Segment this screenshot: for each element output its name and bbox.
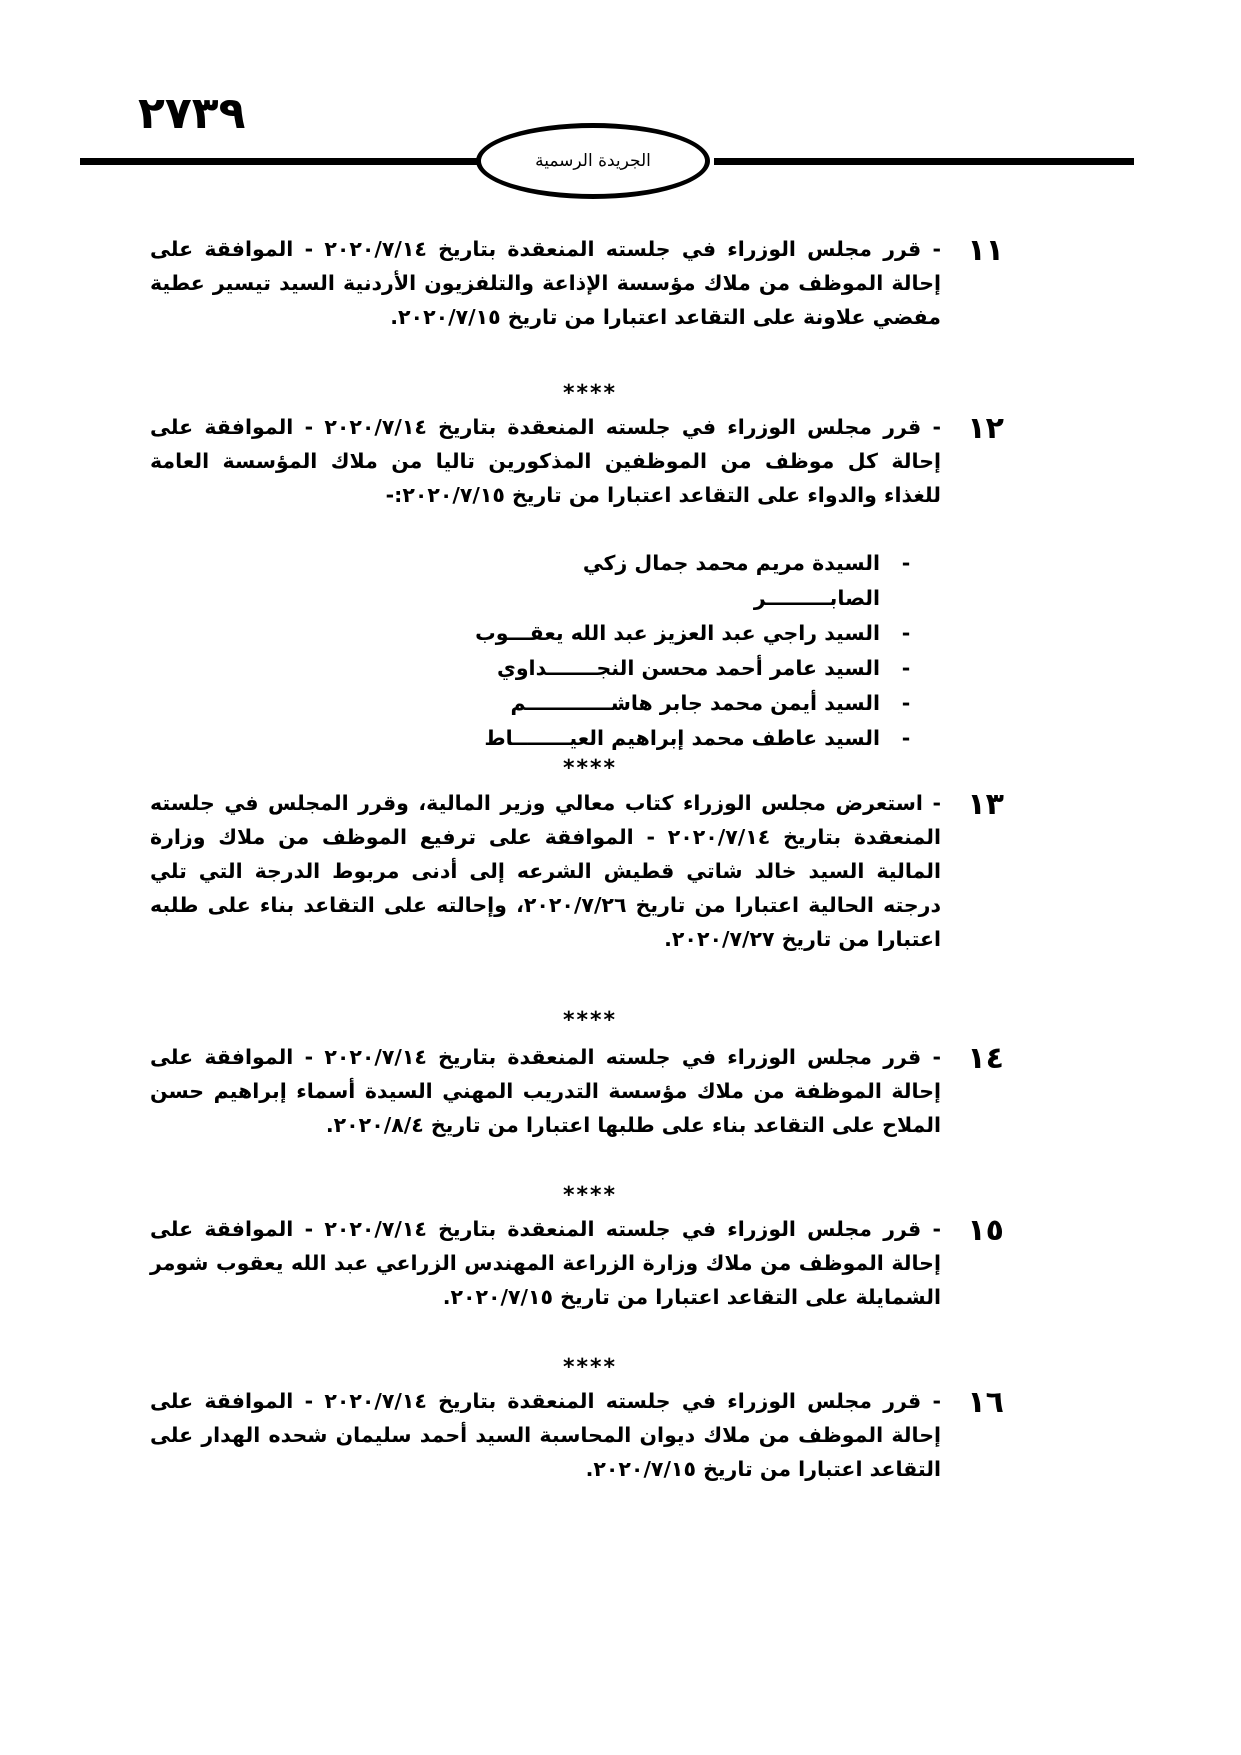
retirees-list (450, 546, 932, 756)
page-number: ٢٧٣٩ (138, 88, 246, 139)
item-text: - قرر مجلس الوزراء في جلسته المنعقدة بتاريخ ٢٠٢٠/٧/١٤ - الموافقة على إحالة الموظف من ملاك ديوان المحاسبة السيد أحمد سليمان شحده الهدار على التقاعد اعتبارا من تاريخ ٢٠٢٠/٧/١٥. (150, 1389, 941, 1481)
item-text: - قرر مجلس الوزراء في جلسته المنعقدة بتاريخ ٢٠٢٠/٧/١٤ - الموافقة على إحالة الموظف من ملاك وزارة الزراعة المهندس الزراعي عبد الله يعقوب شومر الشمايلة على التقاعد اعتبارا من تاريخ ٢٠٢٠/٧/١٥. (150, 1217, 941, 1309)
item-text: - قرر مجلس الوزراء في جلسته المنعقدة بتاريخ ٢٠٢٠/٧/١٤ - الموافقة على إحالة كل موظف من الموظفين المذكورين تاليا من ملاك المؤسسة العامة للغذاء والدواء على التقاعد اعتبارا من تاريخ ٢٠٢٠/٧/١٥:- (150, 415, 941, 507)
item-number: ١٤ (967, 1041, 1004, 1076)
item-number: ١٣ (967, 787, 1004, 822)
decision-item-16 (150, 1384, 1004, 1486)
separator-stars: **** (562, 1355, 618, 1380)
header-rule-left (80, 158, 480, 165)
list-item: - السيد عامر أحمد محسن النجـــــــداوي (497, 656, 911, 680)
separator-stars: **** (562, 1183, 618, 1208)
list-item: - السيد أيمن محمد جابر هاشــــــــــــم (510, 691, 911, 715)
decision-item-11 (150, 232, 1004, 334)
separator-stars: **** (562, 1008, 618, 1033)
item-text: - استعرض مجلس الوزراء كتاب معالي وزير المالية، وقرر المجلس في جلسته المنعقدة بتاريخ ٢٠٢٠/٧/١٤ - الموافقة على ترفيع الموظف من ملاك وزارة المالية السيد خالد شاتي قطيش الشرعه إلى أدنى مربوط الدرجة التي تلي درجته الحالية اعتبارا من تاريخ ٢٠٢٠/٧/٢٦، وإحالته على التقاعد بناء على طلبه اعتبارا من تاريخ ٢٠٢٠/٧/٢٧. (150, 791, 941, 951)
decision-item-14 (150, 1040, 1004, 1142)
list-item: - السيد راجي عبد العزيز عبد الله يعقـــوب (475, 621, 911, 645)
separator-stars: **** (562, 381, 618, 406)
item-number: ١٦ (967, 1385, 1004, 1420)
decision-item-13 (150, 786, 1004, 956)
decision-item-12 (150, 410, 1004, 512)
list-item: - السيدة مريم محمد جمال زكي الصابـــــــــر (582, 551, 911, 610)
header-oval (476, 123, 710, 199)
separator-stars: **** (562, 756, 618, 781)
item-text: - قرر مجلس الوزراء في جلسته المنعقدة بتاريخ ٢٠٢٠/٧/١٤ - الموافقة على إحالة الموظفة من ملاك مؤسسة التدريب المهني السيدة أسماء إبراهيم حسن الملاح على التقاعد بناء على طلبها اعتبارا من تاريخ ٢٠٢٠/٨/٤. (150, 1045, 941, 1137)
item-number: ١٢ (967, 411, 1004, 446)
item-number: ١٥ (967, 1213, 1004, 1248)
item-text: - قرر مجلس الوزراء في جلسته المنعقدة بتاريخ ٢٠٢٠/٧/١٤ - الموافقة على إحالة الموظف من ملاك مؤسسة الإذاعة والتلفزيون الأردنية السيد تيسير عطية مفضي علاونة على التقاعد اعتبارا من تاريخ ٢٠٢٠/٧/١٥. (150, 237, 941, 329)
item-number: ١١ (967, 233, 1004, 268)
list-item: - السيد عاطف محمد إبراهيم العيــــــــاط (484, 726, 911, 750)
decision-item-15 (150, 1212, 1004, 1314)
header-rule-right (714, 158, 1134, 165)
gazette-title: الجريدة الرسمية (535, 151, 651, 171)
